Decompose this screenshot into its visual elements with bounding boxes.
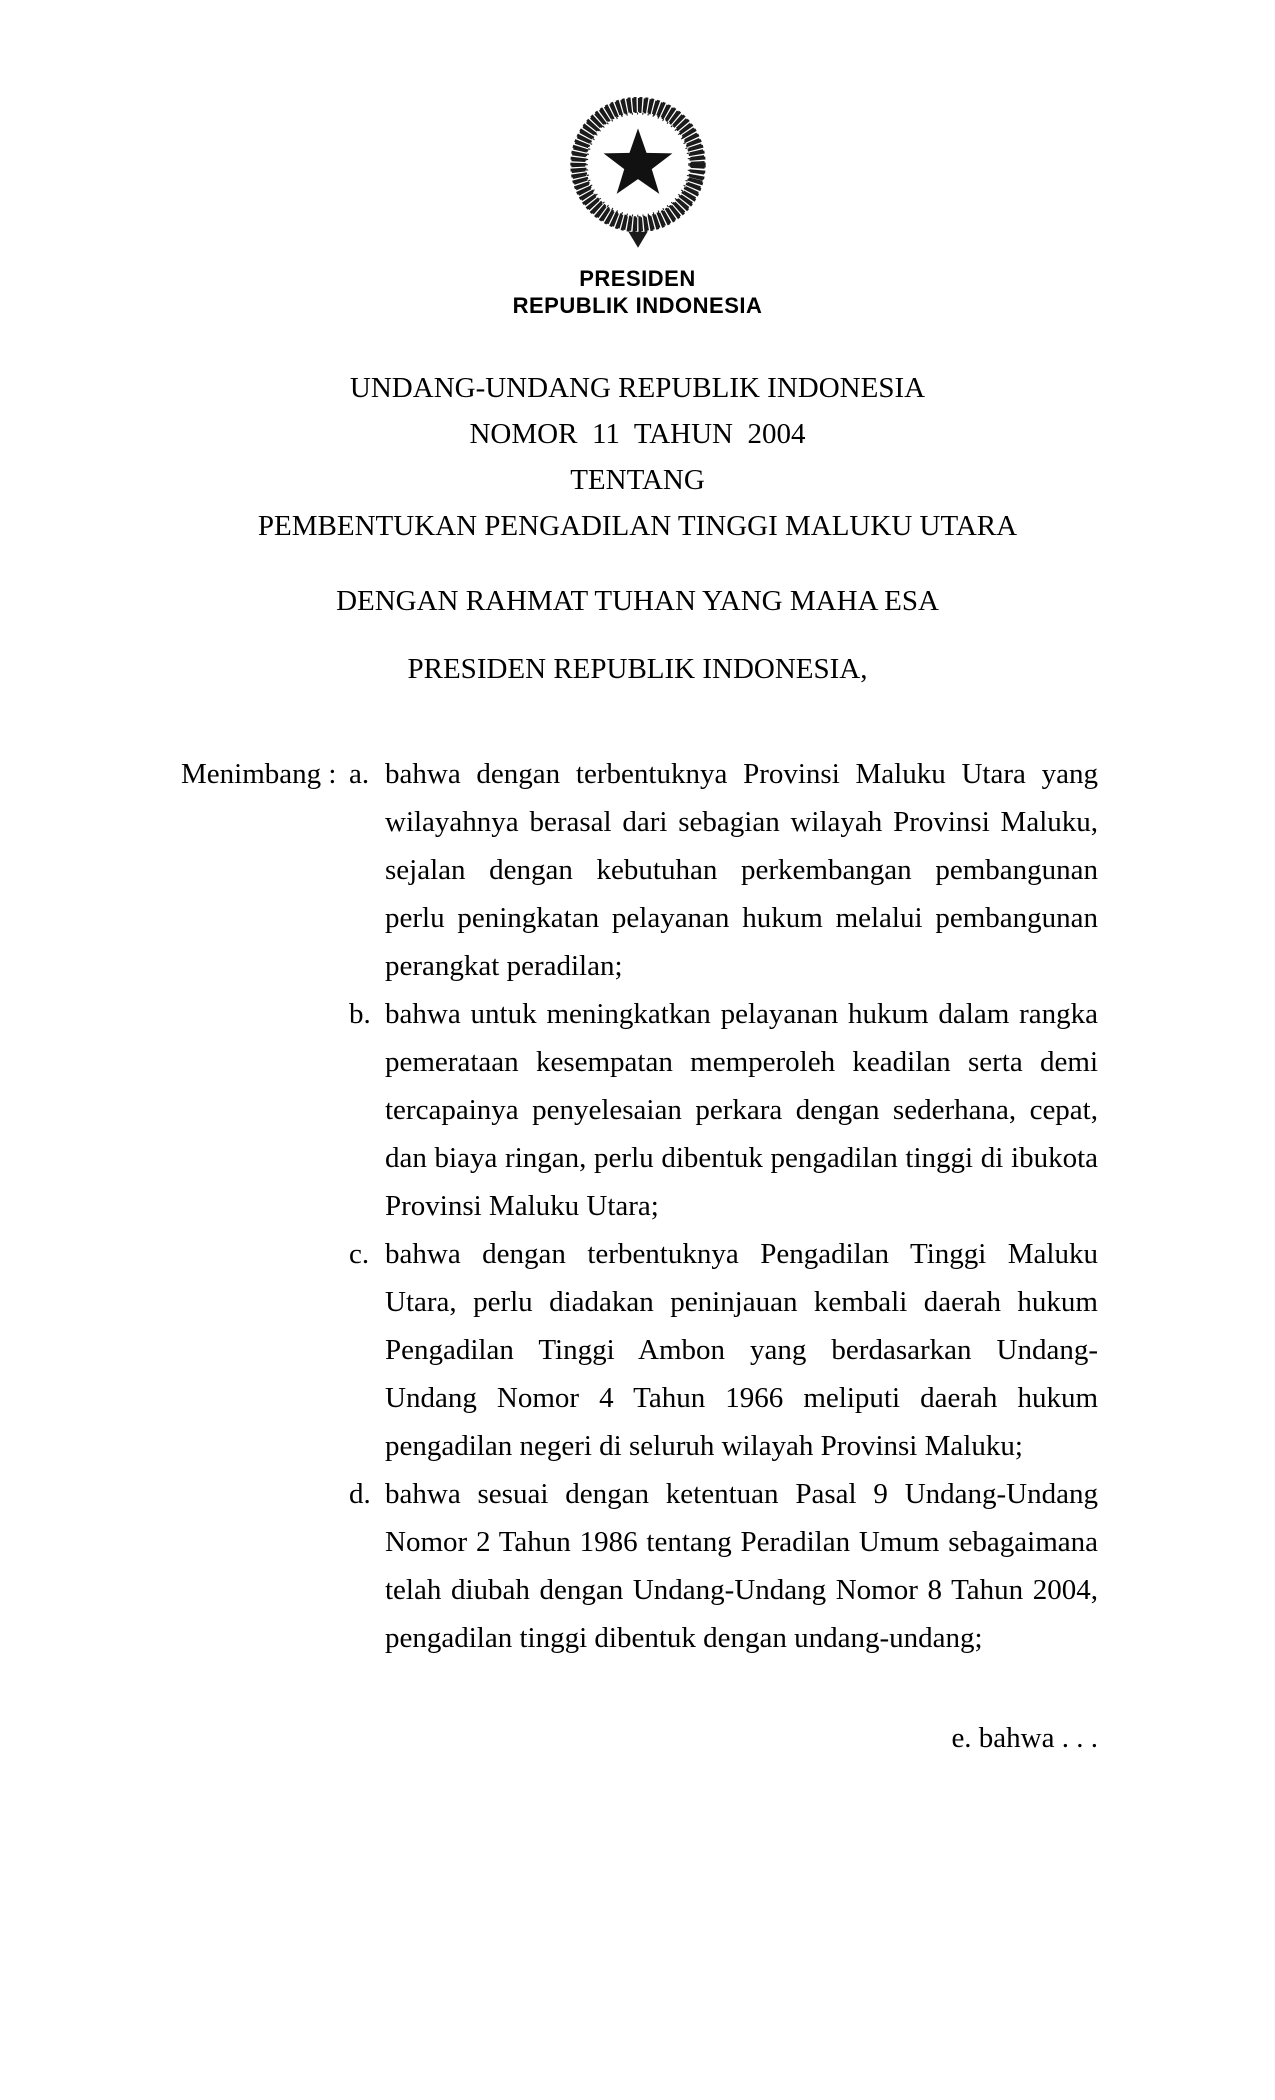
item-text: bahwa sesuai dengan ketentuan Pasal 9 Undang-Undang Nomor 2 Tahun 1986 tentang Peradilan Umum sebagaimana telah diubah dengan Undang-Undang Nomor 8 Tahun 2004, pengadilan tinggi dibentuk dengan undang-undang; [385, 1478, 1098, 1654]
emblem-container [0, 0, 1275, 257]
item-text: bahwa untuk meningkatkan pelayanan hukum dalam rangka pemerataan kesempatan memperoleh keadilan serta demi tercapainya penyelesaian perkara dengan sederhana, cepat, dan biaya ringan, perlu dibentuk pengadilan tinggi di ibukota Provinsi Maluku Utara; [385, 998, 1098, 1222]
invocation-line: DENGAN RAHMAT TUHAN YANG MAHA ESA [336, 585, 939, 617]
document-number-line: NOMOR 11 TAHUN 2004 [469, 418, 806, 450]
document-body [0, 750, 1275, 1662]
catchword: e. bahwa . . . [951, 1722, 1098, 1754]
tentang-line: TENTANG [570, 464, 705, 496]
document-title-line: UNDANG-UNDANG REPUBLIK INDONESIA [349, 372, 926, 404]
letterhead-republik-indonesia: REPUBLIK INDONESIA [512, 293, 763, 318]
letterhead-presiden: PRESIDEN [579, 266, 696, 291]
considerations-items [349, 750, 1098, 1662]
consideration-item [349, 990, 1098, 1230]
presidential-seal-icon [558, 90, 718, 257]
item-letter: a. [349, 758, 370, 790]
considerations-label: Menimbang : [181, 758, 337, 790]
consideration-item [349, 1230, 1098, 1470]
considerations-section [181, 750, 1098, 1662]
item-text: bahwa dengan terbentuknya Provinsi Maluku Utara yang wilayahnya berasal dari sebagian wilayah Provinsi Maluku, sejalan dengan kebutuhan perkembangan pembangunan perlu peningkatan pelayanan hukum melalui pembangunan perangkat peradilan; [385, 758, 1098, 982]
item-letter: c. [349, 1238, 370, 1270]
subject-line: PEMBENTUKAN PENGADILAN TINGGI MALUKU UTARA [257, 510, 1018, 542]
title-block [0, 365, 1275, 549]
authority-line: PRESIDEN REPUBLIK INDONESIA, [407, 653, 868, 685]
item-text: bahwa dengan terbentuknya Pengadilan Tinggi Maluku Utara, perlu diadakan peninjauan kembali daerah hukum Pengadilan Tinggi Ambon yang berdasarkan Undang-Undang Nomor 4 Tahun 1966 meliputi daerah hukum pengadilan negeri di seluruh wilayah Provinsi Maluku; [385, 1238, 1098, 1462]
item-letter: b. [349, 998, 371, 1030]
letterhead [0, 265, 1275, 319]
consideration-item [349, 750, 1098, 990]
consideration-item [349, 1470, 1098, 1662]
item-letter: d. [349, 1478, 371, 1510]
